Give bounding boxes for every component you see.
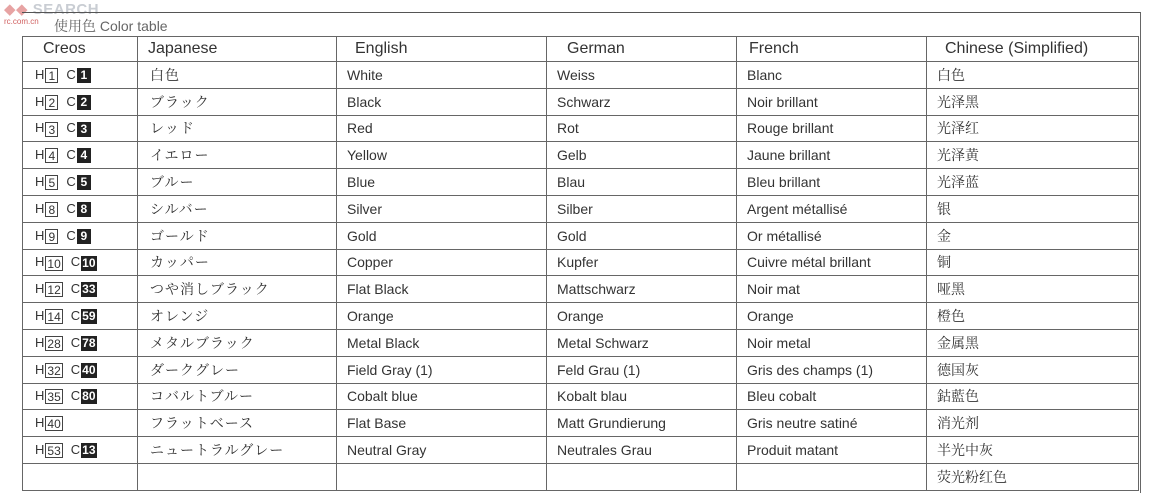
german-name: Kobalt blau: [547, 383, 737, 410]
chinese-name: 荧光粉红色: [927, 463, 1139, 490]
h-code-box: 5: [45, 175, 58, 190]
h-prefix: H: [35, 254, 45, 270]
table-row: [23, 437, 1139, 464]
english-name: Orange: [337, 303, 547, 330]
c-code-box: 2: [77, 95, 91, 110]
german-name: Gold: [547, 222, 737, 249]
h-code-box: 14: [47, 310, 61, 325]
french-name: Gris des champs (1): [737, 356, 927, 383]
h-code-box: 28: [47, 336, 61, 351]
color-table-body: [23, 62, 1139, 491]
c-prefix: C: [70, 254, 81, 270]
c-code-box: 1: [77, 68, 91, 83]
h-prefix: H: [35, 442, 45, 458]
japanese-name: [138, 463, 337, 490]
c-prefix: C: [66, 200, 76, 216]
c-prefix: C: [66, 147, 76, 163]
english-name: Black: [337, 88, 547, 115]
french-name: Gris neutre satiné: [737, 410, 927, 437]
table-row: [23, 276, 1139, 303]
french-name: Cuivre métal brillant: [737, 249, 927, 276]
c-prefix: C: [70, 281, 81, 297]
c-code-box: 8: [77, 202, 91, 217]
english-name: Neutral Gray: [337, 437, 547, 464]
c-code-box: 80: [82, 389, 96, 404]
c-prefix: C: [70, 361, 81, 377]
german-name: Weiss: [547, 62, 737, 89]
japanese-name: ゴールド: [138, 222, 337, 249]
chinese-name: 光泽蓝: [927, 169, 1139, 196]
table-row: [23, 222, 1139, 249]
c-prefix: C: [70, 334, 81, 350]
table-row: [23, 249, 1139, 276]
chinese-name: 金: [927, 222, 1139, 249]
header-chinese: Chinese (Simplified): [927, 37, 1139, 62]
table-row: [23, 88, 1139, 115]
chinese-name: 橙色: [927, 303, 1139, 330]
japanese-name: 白色: [138, 62, 337, 89]
h-prefix: H: [35, 388, 45, 404]
english-name: Flat Black: [337, 276, 547, 303]
japanese-name: ブラック: [138, 88, 337, 115]
creos-code-cell: [23, 249, 138, 276]
h-prefix: H: [35, 200, 45, 216]
creos-code-cell: [23, 115, 138, 142]
german-name: Blau: [547, 169, 737, 196]
english-name: White: [337, 62, 547, 89]
english-name: Field Gray (1): [337, 356, 547, 383]
c-code-box: 40: [82, 362, 96, 377]
c-prefix: C: [70, 442, 81, 458]
english-name: [337, 463, 547, 490]
creos-code-cell: [23, 88, 138, 115]
german-name: Orange: [547, 303, 737, 330]
c-prefix: C: [70, 388, 81, 404]
chinese-name: 鈷藍色: [927, 383, 1139, 410]
h-prefix: H: [35, 147, 45, 163]
french-name: Jaune brillant: [737, 142, 927, 169]
header-german: German: [547, 37, 737, 62]
table-row: [23, 62, 1139, 89]
chinese-name: 金属黑: [927, 329, 1139, 356]
japanese-name: ブルー: [138, 169, 337, 196]
french-name: Orange: [737, 303, 927, 330]
english-name: Cobalt blue: [337, 383, 547, 410]
japanese-name: レッド: [138, 115, 337, 142]
chinese-name: 光泽黄: [927, 142, 1139, 169]
japanese-name: イエロー: [138, 142, 337, 169]
creos-code-cell: [23, 62, 138, 89]
german-name: [547, 463, 737, 490]
table-row: [23, 115, 1139, 142]
h-code-box: 35: [47, 390, 61, 405]
c-prefix: C: [66, 66, 76, 82]
creos-code-cell: [23, 222, 138, 249]
creos-code-cell: [23, 195, 138, 222]
header-row: [23, 37, 1139, 62]
table-row: [23, 303, 1139, 330]
h-code-box: 53: [47, 444, 61, 459]
h-code-box: 2: [45, 95, 58, 110]
creos-code-cell: [23, 356, 138, 383]
chinese-name: 铜: [927, 249, 1139, 276]
h-prefix: H: [35, 308, 45, 324]
chinese-name: 银: [927, 195, 1139, 222]
c-code-box: 3: [77, 122, 91, 137]
japanese-name: つや消しブラック: [138, 276, 337, 303]
chinese-name: 光泽红: [927, 115, 1139, 142]
english-name: Copper: [337, 249, 547, 276]
chinese-name: 光泽黑: [927, 88, 1139, 115]
c-code-box: 13: [82, 443, 96, 458]
h-prefix: H: [35, 415, 45, 431]
french-name: Bleu cobalt: [737, 383, 927, 410]
watermark-title: ◆◆ SEARCH: [4, 1, 100, 18]
japanese-name: オレンジ: [138, 303, 337, 330]
h-code-box: 32: [47, 363, 61, 378]
creos-code-cell: [23, 410, 138, 437]
table-row: [23, 410, 1139, 437]
french-name: Noir brillant: [737, 88, 927, 115]
english-name: Metal Black: [337, 329, 547, 356]
h-code-box: 1: [45, 68, 58, 83]
c-prefix: C: [66, 93, 76, 109]
h-code-box: 3: [45, 122, 58, 137]
english-name: Flat Base: [337, 410, 547, 437]
h-code-box: 10: [47, 256, 61, 271]
table-row: [23, 329, 1139, 356]
english-name: Yellow: [337, 142, 547, 169]
french-name: Bleu brillant: [737, 169, 927, 196]
chinese-name: 哑黑: [927, 276, 1139, 303]
japanese-name: フラットベース: [138, 410, 337, 437]
table-row: [23, 463, 1139, 490]
chinese-name: 半光中灰: [927, 437, 1139, 464]
c-code-box: 33: [82, 282, 96, 297]
german-name: Metal Schwarz: [547, 329, 737, 356]
french-name: [737, 463, 927, 490]
watermark-url: rc.com.cn: [4, 17, 39, 26]
creos-code-cell: [23, 142, 138, 169]
french-name: Or métallisé: [737, 222, 927, 249]
c-code-box: 9: [77, 229, 91, 244]
french-name: Blanc: [737, 62, 927, 89]
chinese-name: 消光剂: [927, 410, 1139, 437]
h-prefix: H: [35, 120, 45, 136]
french-name: Noir metal: [737, 329, 927, 356]
h-prefix: H: [35, 66, 45, 82]
h-code-box: 9: [45, 229, 58, 244]
h-prefix: H: [35, 93, 45, 109]
header-french: French: [737, 37, 927, 62]
french-name: Argent métallisé: [737, 195, 927, 222]
german-name: Schwarz: [547, 88, 737, 115]
german-name: Rot: [547, 115, 737, 142]
japanese-name: メタルブラック: [138, 329, 337, 356]
creos-code-cell: [23, 169, 138, 196]
h-prefix: H: [35, 227, 45, 243]
h-code-box: 4: [45, 148, 58, 163]
h-prefix: H: [35, 334, 45, 350]
german-name: Matt Grundierung: [547, 410, 737, 437]
german-name: Kupfer: [547, 249, 737, 276]
h-code-box: 40: [47, 417, 61, 432]
c-code-box: 4: [77, 148, 91, 163]
creos-code-cell: [23, 303, 138, 330]
german-name: Gelb: [547, 142, 737, 169]
french-name: Rouge brillant: [737, 115, 927, 142]
french-name: Noir mat: [737, 276, 927, 303]
header-english: English: [337, 37, 547, 62]
japanese-name: カッパー: [138, 249, 337, 276]
header-japanese: Japanese: [138, 37, 337, 62]
chinese-name: 白色: [927, 62, 1139, 89]
english-name: Blue: [337, 169, 547, 196]
japanese-name: シルバー: [138, 195, 337, 222]
chinese-name: 德国灰: [927, 356, 1139, 383]
h-code-box: 8: [45, 202, 58, 217]
english-name: Silver: [337, 195, 547, 222]
table-row: [23, 169, 1139, 196]
creos-code-cell: [23, 383, 138, 410]
creos-code-cell: [23, 276, 138, 303]
color-table: [22, 36, 1139, 491]
header-creos: Creos: [23, 37, 138, 62]
c-code-box: 78: [82, 335, 96, 350]
h-prefix: H: [35, 174, 45, 190]
german-name: Silber: [547, 195, 737, 222]
color-table-caption: 使用色 Color table: [54, 18, 168, 34]
creos-code-cell: [23, 437, 138, 464]
c-prefix: C: [66, 227, 76, 243]
japanese-name: コバルトブルー: [138, 383, 337, 410]
english-name: Gold: [337, 222, 547, 249]
table-row: [23, 195, 1139, 222]
c-code-box: 59: [82, 309, 96, 324]
c-prefix: C: [66, 120, 76, 136]
table-row: [23, 356, 1139, 383]
c-code-box: 10: [82, 255, 96, 270]
german-name: Feld Grau (1): [547, 356, 737, 383]
japanese-name: ダークグレー: [138, 356, 337, 383]
c-prefix: C: [66, 174, 76, 190]
japanese-name: ニュートラルグレー: [138, 437, 337, 464]
creos-code-cell: [23, 463, 138, 490]
creos-code-cell: [23, 329, 138, 356]
german-name: Mattschwarz: [547, 276, 737, 303]
c-code-box: 5: [77, 175, 91, 190]
h-prefix: H: [35, 281, 45, 297]
english-name: Red: [337, 115, 547, 142]
german-name: Neutrales Grau: [547, 437, 737, 464]
table-row: [23, 383, 1139, 410]
french-name: Produit matant: [737, 437, 927, 464]
h-code-box: 12: [47, 283, 61, 298]
h-prefix: H: [35, 361, 45, 377]
table-row: [23, 142, 1139, 169]
c-prefix: C: [70, 308, 81, 324]
